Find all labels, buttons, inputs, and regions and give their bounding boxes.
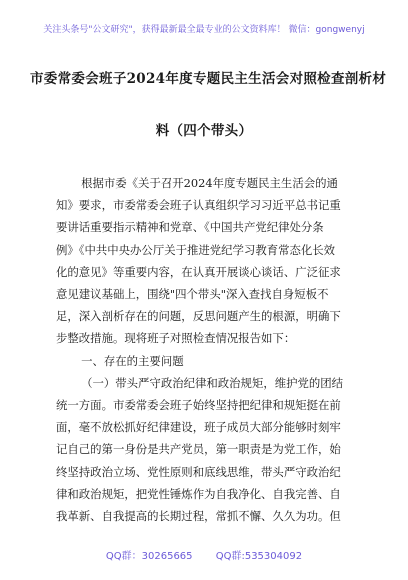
text-line: 知》要求，市委常委会班子认真组织学习习近平总书记重: [56, 198, 341, 213]
header-banner: 关注头条号"公文研究"，获得最新最全最专业的公文资料库！ 微信：gongwenyj: [43, 25, 365, 35]
text-line: 足，深入剖析存在的问题，反思问题产生的根源，明确下: [56, 309, 341, 324]
document-title-line-1: 市委常委会班子2024年度专题民主生活会对照检查剖析材: [30, 71, 387, 87]
text-line: 根据市委《关于召开2024年度专题民主生活会的通: [81, 176, 338, 190]
text-line: 统一方面。市委常委会班子始终坚持把纪律和规矩挺在前: [56, 398, 341, 413]
text-line: 步整改措施。现将班子对照检查情况报告如下：: [56, 331, 296, 346]
intro-paragraph: [56, 172, 358, 350]
footer-contacts: [0, 547, 408, 562]
text-line: 意见建议基础上，围绕"四个带头"深入查找自身短板不: [56, 287, 329, 302]
text-line: 例》《中共中央办公厅关于推进党纪学习教育常态化长效: [56, 242, 336, 257]
problem-paragraph: [56, 372, 358, 527]
text-line: 要讲话重要指示精神和党章、《中国共产党纪律处分条: [56, 220, 324, 235]
text-line: 化的意见》等重要内容，在认真开展谈心谈话、广泛征求: [56, 264, 341, 279]
text-line: 记自己的第一身份是共产党员，第一职责是为党工作，始: [56, 442, 341, 457]
qq-group-2: QQ群:535304092: [215, 551, 303, 562]
section-heading: [56, 350, 358, 372]
document-title-line-2: 料（四个带头）: [155, 123, 253, 139]
qq-group-1: QQ群：30265665: [105, 551, 193, 562]
text-line: 律和政治规矩，把党性锤炼作为自我净化、自我完善、自: [56, 486, 341, 501]
text-line: 我革新、自我提高的长期过程，常抓不懈、久久为功。但: [56, 509, 341, 524]
text-line: 终坚持政治立场、党性原则和底线思维，带头严守政治纪: [56, 464, 341, 479]
text-line: 面，毫不放松抓好纪律建设，班子成员大部分能够时刻牢: [56, 420, 341, 435]
document-body: [56, 172, 358, 527]
text-line: （一）带头严守政治纪律和政治规矩，维护党的团结: [81, 375, 344, 390]
section-heading-text: 一、存在的主要问题: [81, 353, 184, 368]
